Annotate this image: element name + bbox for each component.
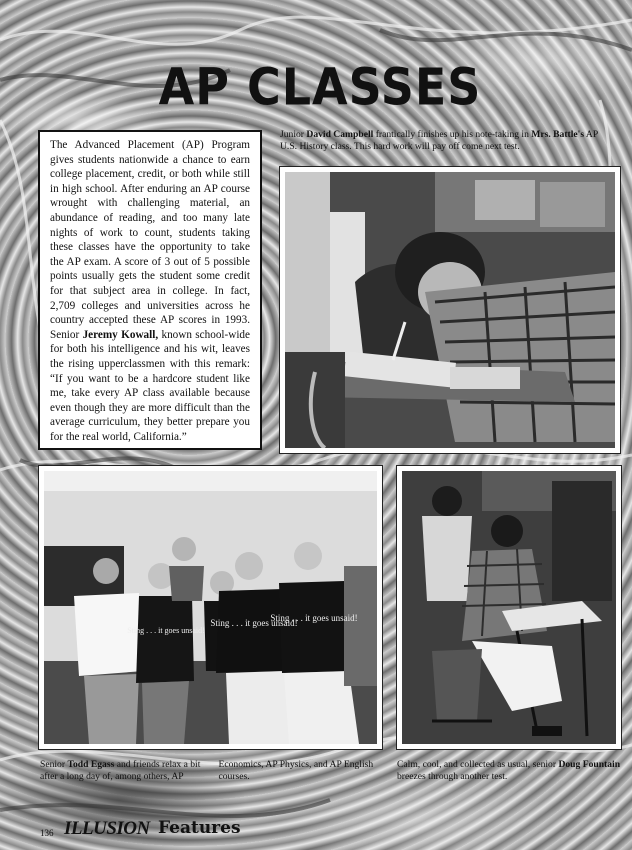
photo-group-friends-image [44, 471, 377, 744]
photo-group-friends [38, 465, 383, 750]
caption-bl-b: and friends relax a bit after a long day of, among others, AP Economics, AP Physics, and AP English courses. [40, 759, 374, 782]
caption-bottom-right [397, 759, 623, 782]
caption-bl-a: Senior [40, 759, 68, 770]
caption-br-a: Calm, cool, and collected as usual, senior [397, 759, 559, 770]
shirt-print: Sting . . . it goes unsaid! [210, 618, 298, 628]
photo-student-writing [279, 166, 621, 454]
shirt-print-2: Sting . . . it goes unsaid! [270, 613, 358, 623]
caption-top-a: Junior [280, 129, 307, 140]
section-name: Features [158, 818, 241, 838]
page-number: 136 [40, 828, 54, 838]
page-title: AP CLASSES [158, 57, 482, 117]
photo-student-test [396, 465, 622, 750]
intro-text-part-1: The Advanced Placement (AP) Program gives students nationwide a chance to earn college placement, credit, or both while still in high school. After enduring an AP course wrought with challenging material, an abundance of reading, and too many late nights of work to count, students taking these classes have the opportunity to take the AP exam. A score of 3 out of 5 possible points usually gets the student some credit for that subject area in college. In fact, 2,709 colleges and universities across he country accepted these AP scores in 1993. Senior [50, 139, 250, 341]
caption-bottom-left [40, 759, 385, 782]
photo-student-test-image [402, 471, 616, 744]
intro-text-part-2: known school-wide for both his intelligence and his wit, leaves the rising upperclassmen with this remark: “If you want to be a hardcore student like me, take every AP class available because even though they are more difficult than the average curriculum, they better prepare you for the real world, California.” [50, 328, 250, 443]
intro-text-box [38, 130, 262, 450]
yearbook-logo: ILLUSION [64, 818, 150, 839]
caption-top-b: frantically finishes up his note-taking in [373, 129, 532, 140]
student-name-jeremy: Jeremy Kowall, [82, 328, 159, 341]
photo-student-writing-image [285, 172, 615, 448]
caption-br-name: Doug Fountain [558, 759, 621, 770]
caption-top-name-1: David Campbell [306, 129, 374, 140]
shirt-print-3: Sting . . . it goes unsaid! [127, 626, 205, 635]
caption-top-name-2: Mrs. Battle's [531, 129, 585, 140]
caption-bl-name: Todd Egass [67, 759, 115, 770]
caption-br-b: breezes through another test. [397, 770, 508, 782]
caption-top [280, 129, 610, 152]
caption-top-c: AP U.S. History class. This hard work will pay off come next test. [280, 129, 598, 152]
